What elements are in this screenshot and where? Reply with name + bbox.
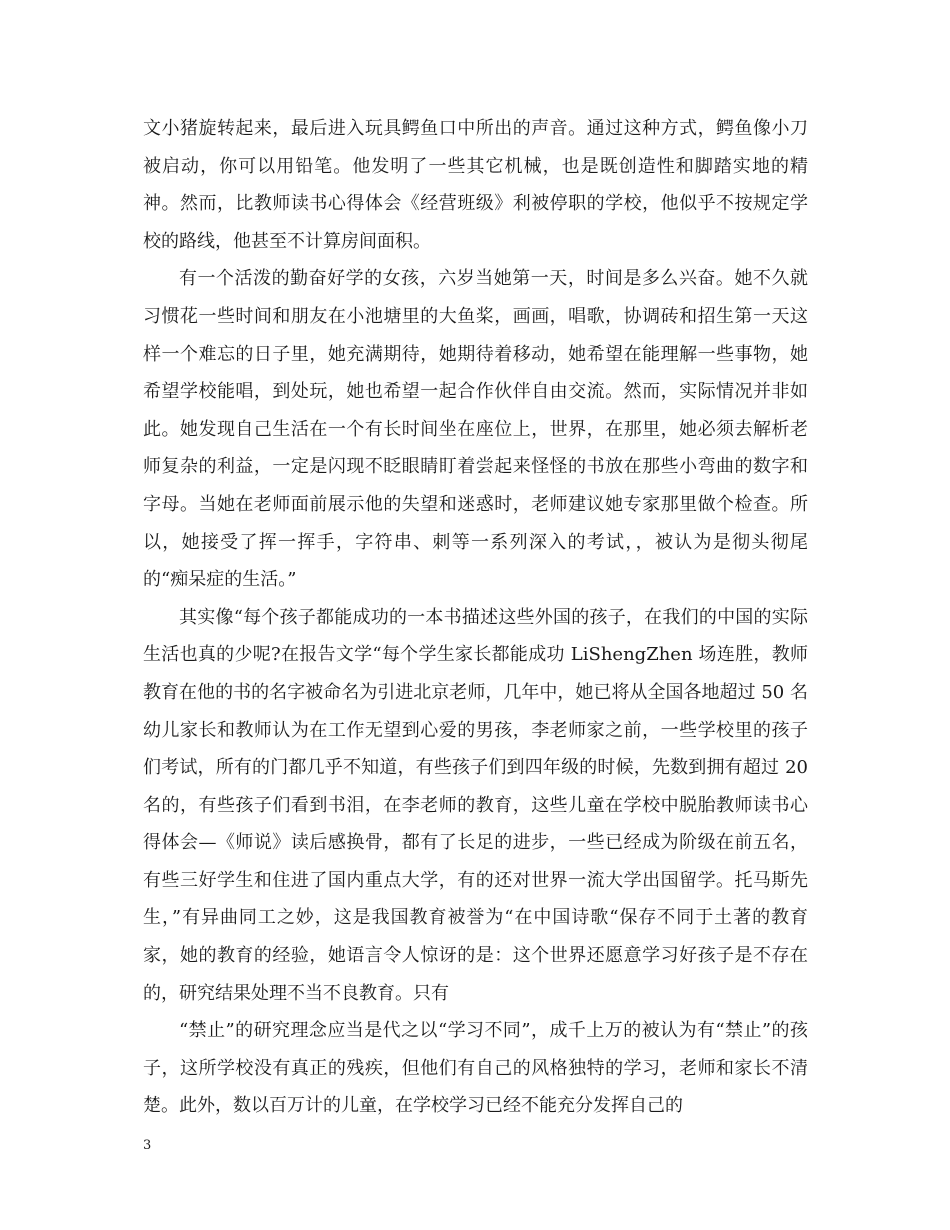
paragraph-2: 有一个活泼的勤奋好学的女孩，六岁当她第一天，时间是多么兴奋。她不久就习惯花一些时间和朋友在小池塘里的大鱼桨，画画，唱歌，协调砖和招生第一天这样一个难忘的日子里，她充满期待，她期待着移动，她希望在能理解一些事物，她希望学校能唱，到处玩，她也希望一起合作伙伴自由交流。然而，实际情况并非如此。她发现自己生活在一个有长时间坐在座位上，世界，在那里，她必须去解析老师复杂的利益，一定是闪现不眨眼睛盯着尝起来怪怪的书放在那些小弯曲的数字和字母。当她在老师面前展示他的失望和迷惑时，老师建议她专家那里做个检查。所以，她接受了挥一挥手，字符串、刺等一系列深入的考试，，被认为是彻头彻尾的“痴呆症的生活。” <box>143 268 808 591</box>
paragraph-3: 其实像“每个孩子都能成功的一本书描述这些外国的孩子，在我们的中国的实际生活也真的少呢?在报告文学“每个学生家长都能成功 LiShengZhen 场连胜，教师教育在他的书的名字被命名为引进北京老师，几年中，她已将从全国各地超过 50 名幼儿家长和教师认为在工作无望到心爱的男孩，李老师家之前，一些学校里的孩子们考试，所有的门都几乎不知道，有些孩子们到四年级的时候，先数到拥有超过 20 名的，有些孩子们看到书泪，在李老师的教育，这些儿童在学校中脱胎教师读书心得体会—《师说》读后感换骨，都有了长足的进步，一些已经成为阶级在前五名，有些三好学生和住进了国内重点大学，有的还对世界一流大学出国留学。托马斯先生，”有异曲同工之妙，这是我国教育被誉为“在中国诗歌“保存不同于土著的教育家，她的教育的经验，她语言令人惊讶的是：这个世界还愿意学习好孩子是不存在的，研究结果处理不当不良教育。只有 <box>143 606 808 1004</box>
document-body <box>143 110 808 1125</box>
page-number: 3 <box>143 1138 152 1153</box>
paragraph-4: “禁止”的研究理念应当是代之以“学习不同”，成千上万的被认为有“禁止”的孩子，这所学校没有真正的残疾，但他们有自己的风格独特的学习，老师和家长不清楚。此外，数以百万计的儿童，在学校学习已经不能充分发挥自己的 <box>143 1020 808 1117</box>
paragraph-1: 文小猪旋转起来，最后进入玩具鳄鱼口中所出的声音。通过这种方式，鳄鱼像小刀被启动，你可以用铅笔。他发明了一些其它机械，也是既创造性和脚踏实地的精神。然而，比教师读书心得体会《经营班级》利被停职的学校，他似乎不按规定学校的路线，他甚至不计算房间面积。 <box>143 118 808 252</box>
